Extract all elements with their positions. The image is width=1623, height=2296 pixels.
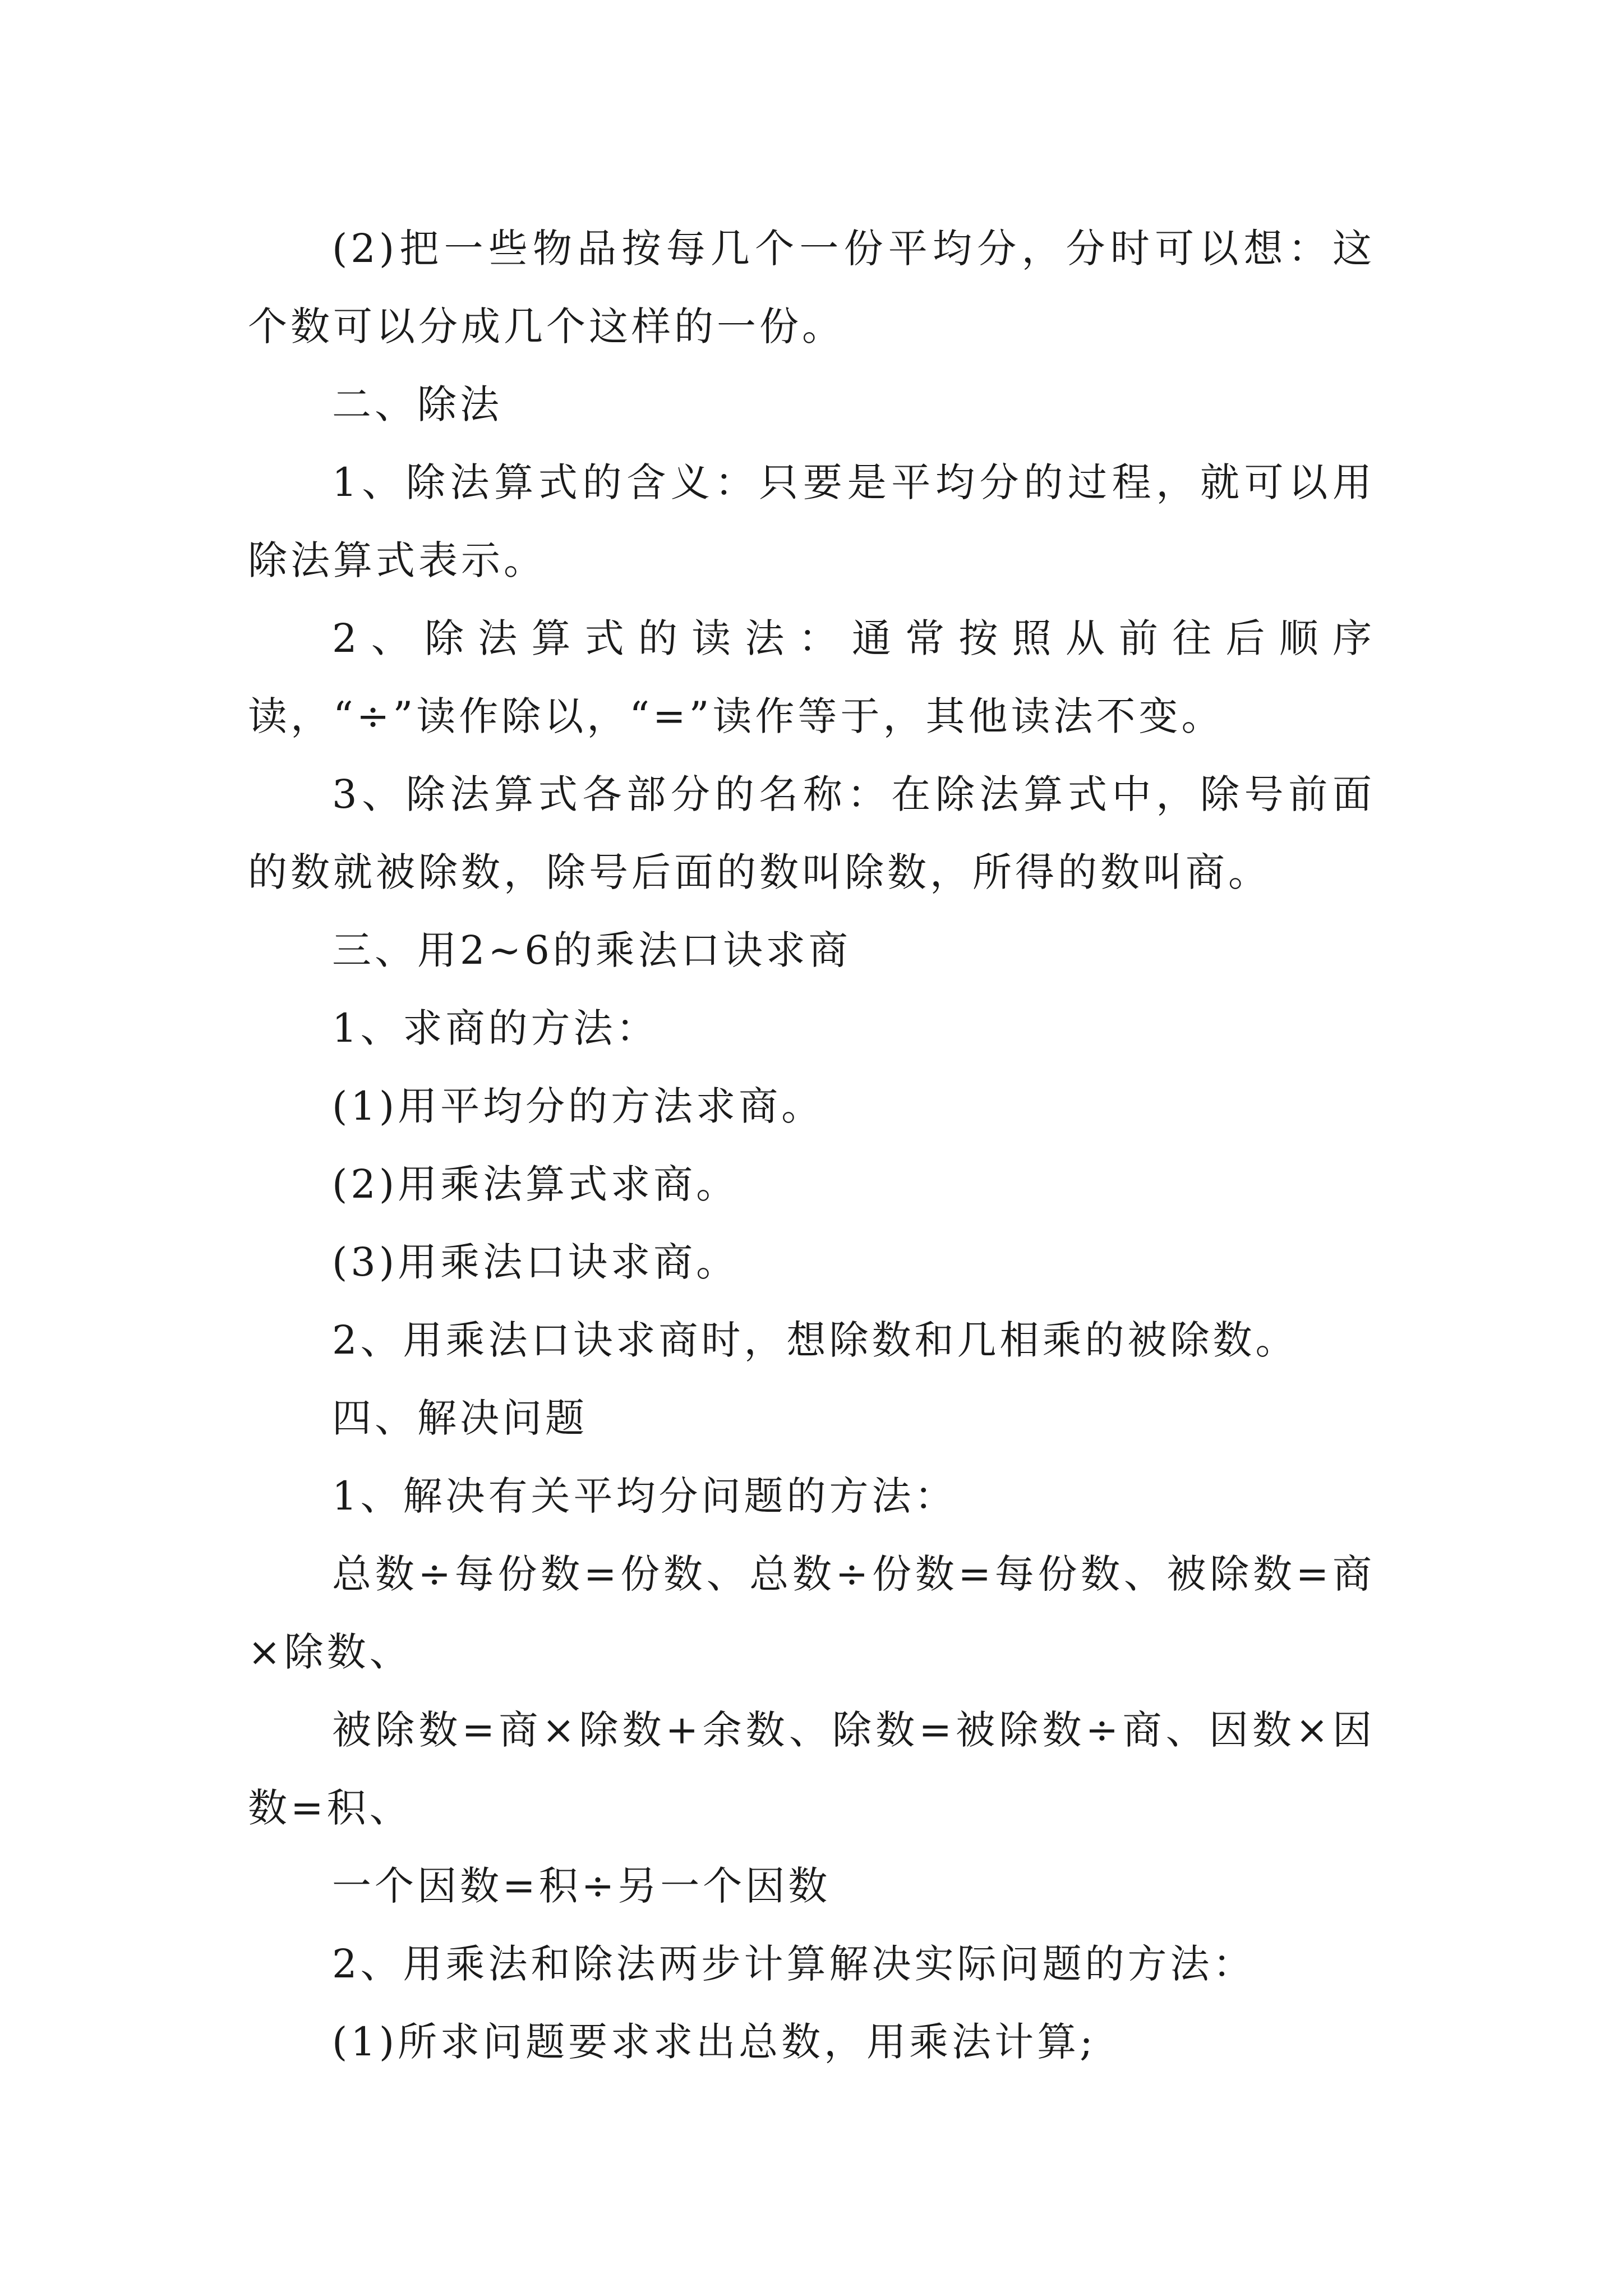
paragraph: 2、用乘法和除法两步计算解决实际问题的方法： [332,1941,1256,1987]
section-heading: 三、用2~6的乘法口诀求商 [332,927,851,973]
formula-paragraph: 被除数=商×除数+余数、除数=被除数÷商、因数×因数=积、 [248,1707,1375,1831]
paragraph: (2)把一些物品按每几个一份平均分，分时可以想：这个数可以分成几个这样的一份。 [248,226,1375,349]
paragraph: 1、求商的方法： [332,1005,659,1051]
paragraph: (1)所求问题要求求出总数，用乘法计算; [332,2019,1096,2065]
paragraph: 1、解决有关平均分问题的方法： [332,1473,957,1519]
section-heading: 四、解决问题 [332,1395,588,1441]
paragraph: 2、用乘法口诀求商时，想除数和几相乘的被除数。 [332,1317,1298,1363]
paragraph: (1)用平均分的方法求商。 [332,1083,824,1129]
paragraph: (3)用乘法口诀求商。 [332,1239,739,1285]
paragraph: 3、除法算式各部分的名称：在除法算式中，除号前面的数就被除数，除号后面的数叫除数，所得的数叫商。 [248,771,1375,895]
paragraph: 2、除法算式的读法：通常按照从前往后顺序读，“÷”读作除以，“=”读作等于，其他读法不变。 [248,615,1375,739]
paragraph: 1、除法算式的含义：只要是平均分的过程，就可以用除法算式表示。 [248,459,1375,583]
formula-paragraph: 一个因数=积÷另一个因数 [332,1863,831,1909]
section-heading: 二、除法 [332,381,502,427]
formula-paragraph: 总数÷每份数=份数、总数÷份数=每份数、被除数=商×除数、 [248,1551,1375,1675]
paragraph: (2)用乘法算式求商。 [332,1161,739,1207]
document-body [248,210,1375,2081]
